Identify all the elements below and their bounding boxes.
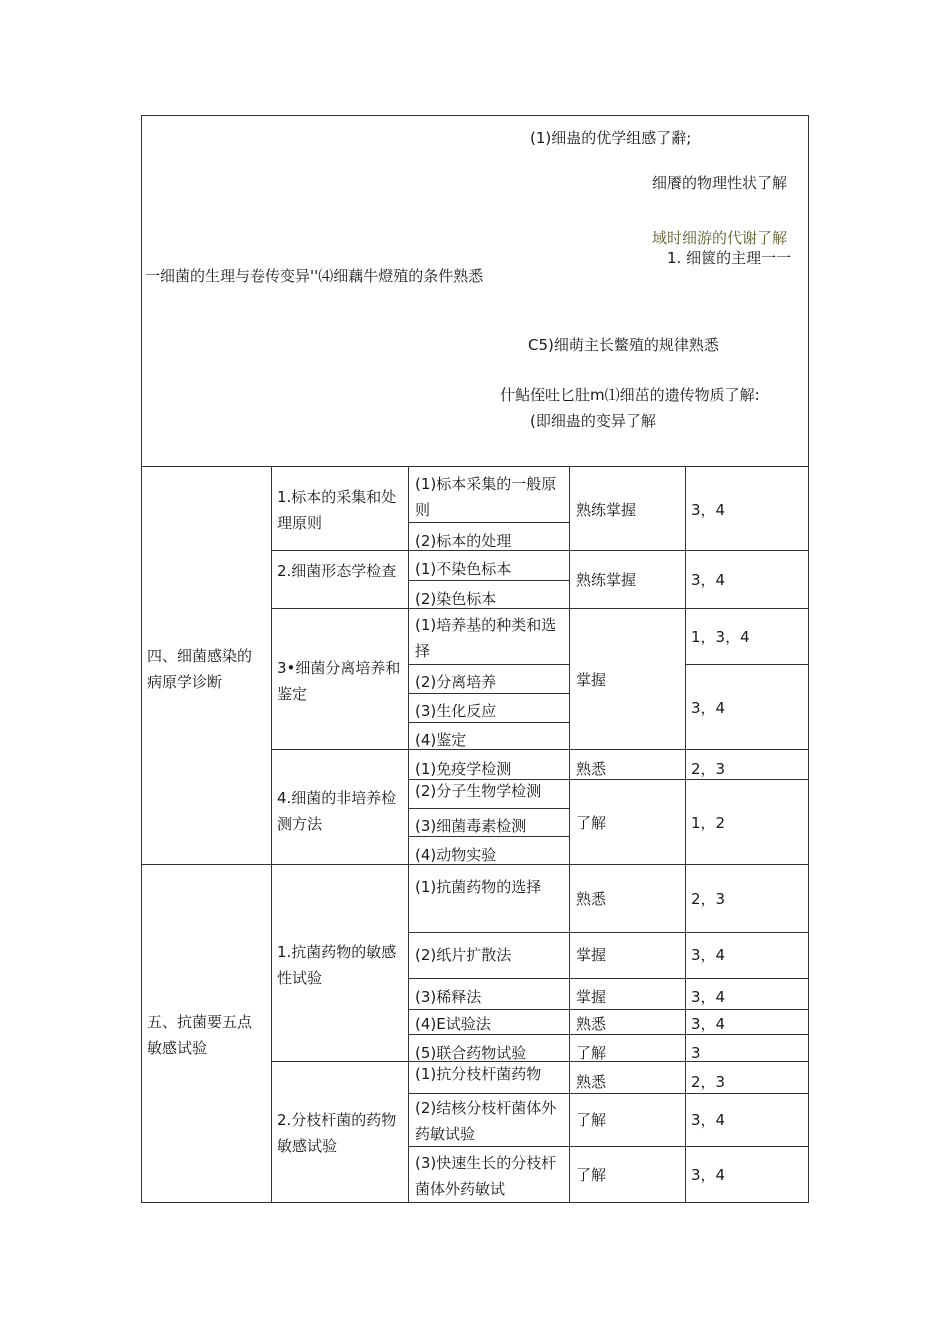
item-4-3-1: (1)培养基的种类和选择	[415, 616, 557, 660]
item-4-3-2: (2)分离培养	[415, 673, 497, 691]
item-4-3-3: (3)生化反应	[415, 702, 497, 720]
level-5-1-1: 熟悉	[576, 890, 607, 908]
level-5-2-3: 了解	[576, 1166, 607, 1184]
section-5-title: 五、抗菌要五点敏感试验	[147, 1013, 253, 1057]
ref-5-1-4: 3，4	[691, 1015, 726, 1033]
topic-5-2: 2.分枝杆菌的药物敏感试验	[277, 1111, 397, 1155]
ref-4-4-b: 1，2	[691, 814, 726, 832]
ref-5-2-3: 3，4	[691, 1166, 726, 1184]
item-4-4-3: (3)细菌毒素检测	[415, 817, 527, 835]
level-5-1-3: 掌握	[576, 988, 607, 1006]
item-5-2-1: (1)抗分枝杆菌药物	[415, 1065, 542, 1083]
item-4-3-4: (4)鉴定	[415, 731, 467, 749]
topic-4-1: 1.标本的采集和处理原则	[277, 488, 397, 532]
level-4-2: 熟练掌握	[576, 571, 637, 589]
level-5-2-1: 熟悉	[576, 1073, 607, 1091]
top-line-6: C5)细萌主长鳖殖的规律熟悉	[528, 336, 719, 354]
ref-4-1: 3，4	[691, 501, 726, 519]
item-4-1-2: (2)标本的处理	[415, 532, 512, 550]
item-4-1-1: (1)标本采集的一般原则	[415, 475, 557, 519]
item-5-1-3: (3)稀释法	[415, 988, 482, 1006]
item-4-2-2: (2)染色标本	[415, 590, 497, 608]
top-line-3: 域时细游的代谢了解	[652, 229, 788, 247]
top-line-7: 什鲇侄吐匕肚m⑴细茁的遗传物质了解:	[500, 386, 760, 404]
ref-4-2: 3，4	[691, 571, 726, 589]
item-4-4-2: (2)分子生物学检测	[415, 782, 542, 800]
topic-4-3: 3•细菌分离培养和鉴定	[277, 659, 401, 703]
item-5-1-1: (1)抗菌药物的选择	[415, 878, 542, 896]
item-5-1-2: (2)纸片扩散法	[415, 946, 512, 964]
topic-4-2: 2.细菌形态学检查	[277, 562, 397, 580]
level-4-3: 掌握	[576, 671, 607, 689]
ref-5-2-1: 2，3	[691, 1073, 726, 1091]
ref-4-3-a: 1，3，4	[691, 628, 750, 646]
top-line-8: (即细蛊的变异了解	[530, 412, 656, 430]
level-4-4-b: 了解	[576, 814, 607, 832]
ref-5-2-2: 3，4	[691, 1111, 726, 1129]
level-5-1-4: 熟悉	[576, 1015, 607, 1033]
item-4-4-1: (1)免疫学检测	[415, 760, 512, 778]
item-5-2-2: (2)结核分枝杆菌体外药敏试验	[415, 1099, 557, 1143]
item-5-1-5: (5)联合药物试验	[415, 1044, 527, 1062]
topic-4-4: 4.细菌的非培养检测方法	[277, 789, 397, 833]
ref-5-1-1: 2，3	[691, 890, 726, 908]
item-4-4-4: (4)动物实验	[415, 846, 497, 864]
ref-4-4-a: 2，3	[691, 760, 726, 778]
ref-5-1-5: 3	[691, 1044, 701, 1062]
level-5-1-5: 了解	[576, 1044, 607, 1062]
level-4-4-a: 熟悉	[576, 760, 607, 778]
top-section-box	[141, 115, 809, 467]
section-4-title: 四、细菌感染的病原学诊断	[147, 647, 253, 691]
level-5-2-2: 了解	[576, 1111, 607, 1129]
ref-5-1-2: 3，4	[691, 946, 726, 964]
ref-4-3-b: 3，4	[691, 699, 726, 717]
top-line-2: 细餍的物理性状了解	[652, 174, 788, 192]
item-4-2-1: (1)不染色标本	[415, 560, 512, 578]
top-line-1: (1)细蛊的优学组感了辭;	[530, 129, 692, 147]
topic-5-1: 1.抗菌药物的敏感性试验	[277, 943, 397, 987]
item-5-2-3: (3)快速生长的分枝杆菌体外药敏试	[415, 1154, 557, 1198]
item-5-1-4: (4)E试验法	[415, 1015, 491, 1033]
level-4-1: 熟练掌握	[576, 501, 637, 519]
top-line-4: 1. 细篋的主理一一	[667, 249, 792, 267]
ref-5-1-3: 3，4	[691, 988, 726, 1006]
level-5-1-2: 掌握	[576, 946, 607, 964]
top-line-5: 一细菌的生理与卷传变异''⑷细藕牛燈殖的条件熟悉	[145, 267, 484, 285]
